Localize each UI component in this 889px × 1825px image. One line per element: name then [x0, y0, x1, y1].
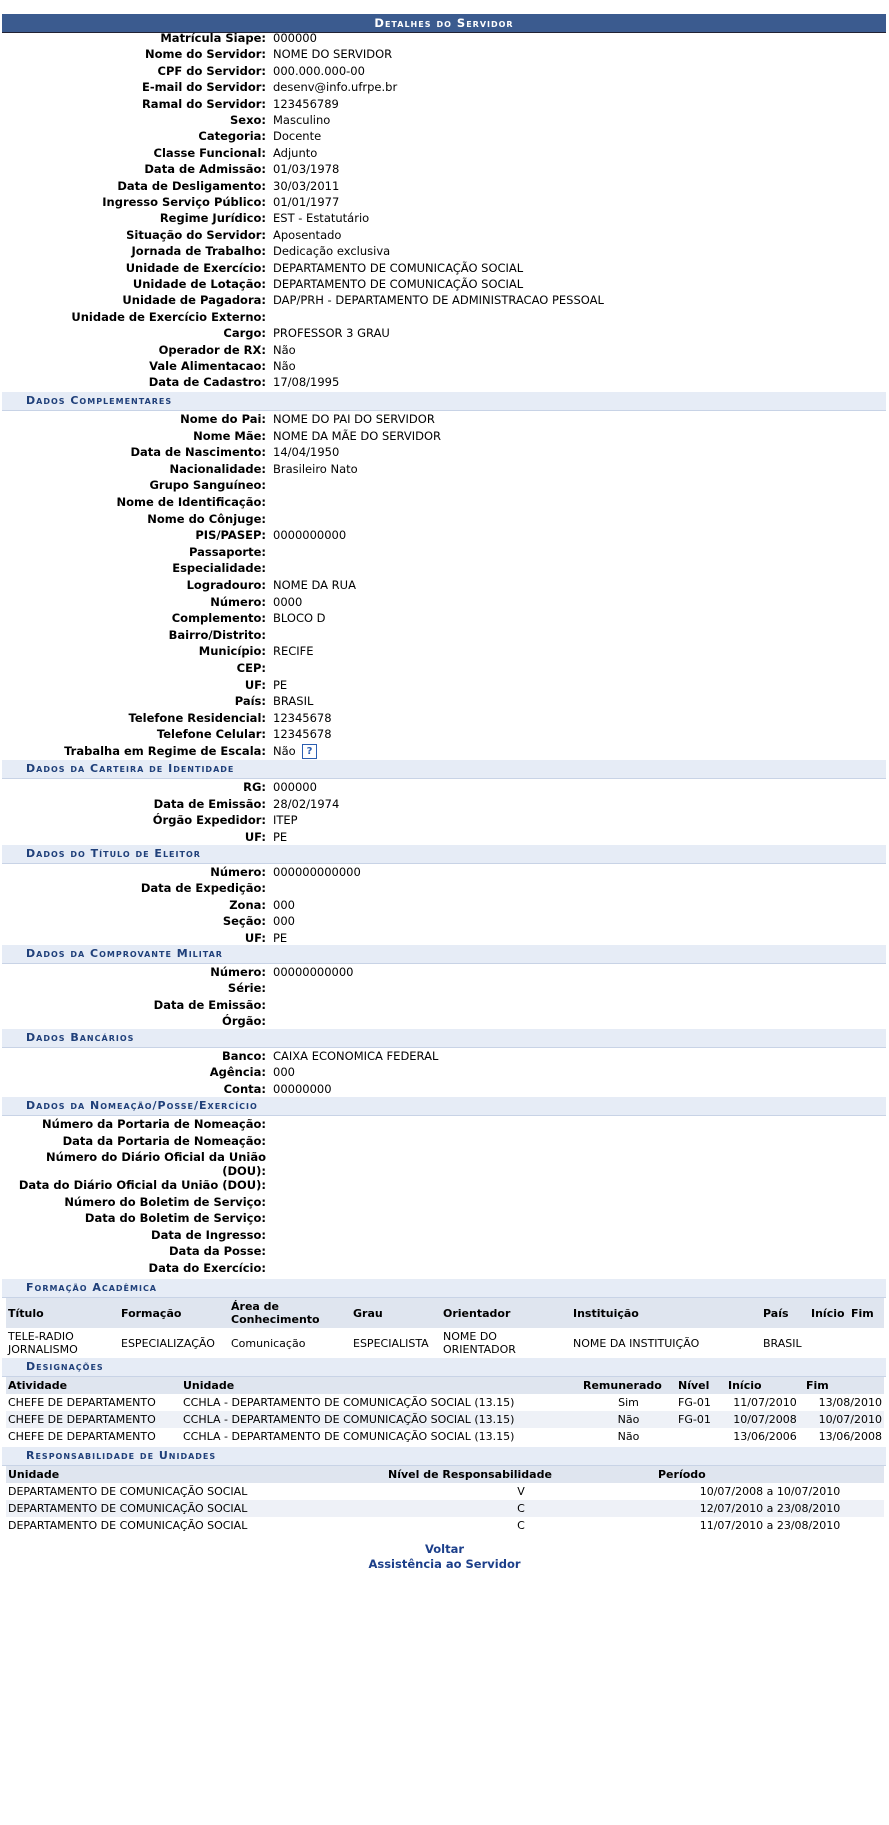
- field-label: Data de Emissão:: [153, 997, 266, 1012]
- table-cell: CHEFE DE DEPARTAMENTO: [6, 1428, 181, 1445]
- field-label: E-mail do Servidor:: [142, 80, 266, 95]
- field-label: Número do Diário Oficial da União (DOU):: [46, 1150, 266, 1178]
- field-label: UF:: [244, 930, 266, 945]
- field-label: Data do Exercício:: [148, 1260, 266, 1275]
- column-header: Nível de Responsabilidade: [386, 1466, 656, 1483]
- field-label: PIS/PASEP:: [195, 528, 266, 543]
- field-label: Cargo:: [223, 326, 266, 341]
- column-header: Grau: [351, 1298, 441, 1328]
- field-label: Número da Portaria de Nomeação:: [42, 1117, 266, 1131]
- field-row: [2, 912, 886, 928]
- field-row: [2, 476, 886, 493]
- field-row: [2, 609, 886, 626]
- field-row: [2, 1115, 886, 1132]
- field-row: [2, 510, 886, 527]
- section-titulo-eleitor: Dados do Título de Eleitor: [2, 845, 886, 864]
- field-value: PE: [273, 930, 288, 945]
- field-value: BRASIL: [273, 694, 314, 709]
- field-value: Docente: [273, 129, 322, 144]
- field-label: Telefone Celular:: [156, 727, 266, 742]
- field-label: Matrícula Siape:: [160, 31, 266, 45]
- field-row: [2, 410, 886, 427]
- field-label: Nome Mãe:: [193, 428, 266, 443]
- field-label: Regime Jurídico:: [159, 211, 266, 226]
- field-label: Data de Admissão:: [144, 162, 266, 177]
- field-row: [2, 1148, 886, 1176]
- field-row: [2, 111, 886, 127]
- field-row: [2, 778, 886, 795]
- column-header: País: [761, 1298, 809, 1328]
- field-label: Número:: [210, 594, 266, 609]
- field-row: [2, 811, 886, 828]
- panel-title: Detalhes do Servidor: [2, 14, 886, 33]
- field-label: Data de Cadastro:: [148, 375, 266, 390]
- field-label: Data da Portaria de Nomeação:: [62, 1133, 266, 1148]
- field-value: PE: [273, 677, 288, 692]
- table-cell: 10/07/2008: [726, 1411, 804, 1428]
- field-row: [2, 863, 886, 879]
- field-row: [2, 1012, 886, 1028]
- column-header: Área de Conhecimento: [229, 1298, 351, 1328]
- field-value: Masculino: [273, 113, 331, 127]
- field-label: Unidade de Pagadora:: [122, 293, 266, 308]
- column-header: Instituição: [571, 1298, 761, 1328]
- table-cell: CHEFE DE DEPARTAMENTO: [6, 1394, 181, 1411]
- field-row: [2, 593, 886, 610]
- table-cell: [676, 1428, 726, 1445]
- field-row: [2, 1242, 886, 1259]
- table-cell: BRASIL: [761, 1328, 809, 1358]
- table-cell: ESPECIALISTA: [351, 1328, 441, 1358]
- column-header: Nível: [676, 1377, 726, 1394]
- field-row: [2, 1226, 886, 1243]
- table-cell: Não: [581, 1428, 676, 1445]
- field-row: [2, 127, 886, 143]
- field-label: Nome de Identificação:: [116, 495, 266, 509]
- table-cell: DEPARTAMENTO DE COMUNICAÇÃO SOCIAL: [6, 1500, 386, 1517]
- field-row: [2, 1047, 886, 1063]
- field-row: [2, 226, 886, 242]
- field-row: [2, 692, 886, 709]
- table-row: [6, 1483, 884, 1500]
- field-row: [2, 559, 886, 576]
- field-label: Número do Boletim de Serviço:: [64, 1194, 266, 1209]
- field-label: RG:: [243, 780, 266, 794]
- field-row: [2, 144, 886, 160]
- table-cell: DEPARTAMENTO DE COMUNICAÇÃO SOCIAL: [6, 1517, 386, 1534]
- field-value: 000: [273, 914, 295, 929]
- field-row: [2, 828, 886, 845]
- table-cell: FG-01: [676, 1394, 726, 1411]
- formacao-table: [6, 1298, 884, 1358]
- field-value: 12345678: [273, 710, 332, 725]
- field-label: Data de Nascimento:: [130, 445, 266, 460]
- field-label: Órgão Expedidor:: [152, 813, 266, 827]
- field-row: [2, 526, 886, 543]
- field-row: [2, 29, 886, 45]
- field-label: Conta:: [223, 1081, 266, 1096]
- field-row: [2, 95, 886, 111]
- field-label: Data do Boletim de Serviço:: [84, 1211, 266, 1225]
- designacoes-table: [6, 1377, 884, 1445]
- field-value: 000: [273, 1065, 295, 1080]
- field-value: NOME DA MÃE DO SERVIDOR: [273, 428, 442, 443]
- field-label: Situação do Servidor:: [126, 227, 266, 242]
- column-header: Título: [6, 1298, 119, 1328]
- field-label: Categoria:: [198, 129, 266, 144]
- field-row: [2, 626, 886, 643]
- field-label: Nome do Servidor:: [144, 47, 266, 62]
- table-cell: Não: [581, 1411, 676, 1428]
- section-responsabilidade: Responsabilidade de Unidades: [2, 1447, 886, 1466]
- field-value: 12345678: [273, 727, 332, 742]
- field-row: [2, 979, 886, 995]
- field-label: Grupo Sanguíneo:: [149, 478, 266, 493]
- field-row: [2, 996, 886, 1012]
- column-header: Unidade: [6, 1466, 386, 1483]
- field-value: EST - Estatutário: [273, 211, 370, 226]
- field-row: [2, 78, 886, 94]
- field-label: Órgão:: [222, 1014, 266, 1029]
- field-label: Jornada de Trabalho:: [131, 244, 266, 259]
- field-row: [2, 1063, 886, 1079]
- field-row: [2, 357, 886, 373]
- field-label: Número:: [210, 965, 266, 979]
- field-row: [2, 209, 886, 225]
- field-row: [2, 242, 886, 258]
- field-value: PE: [273, 829, 288, 844]
- field-value: 123456789: [273, 96, 339, 111]
- field-value: DAP/PRH - DEPARTAMENTO DE ADMINISTRACAO PESSOAL: [273, 293, 604, 308]
- field-label: Data de Desligamento:: [117, 178, 266, 193]
- field-value: 00000000000: [273, 965, 354, 979]
- table-cell: 13/06/2006: [726, 1428, 804, 1445]
- column-header: Remunerado: [581, 1377, 676, 1394]
- field-label: Nome do Cônjuge:: [147, 511, 266, 526]
- field-value: Não: [273, 744, 296, 758]
- field-label: Data da Posse:: [169, 1244, 266, 1258]
- voltar-link[interactable]: Voltar: [424, 1542, 465, 1556]
- field-value: PROFESSOR 3 GRAU: [273, 326, 390, 341]
- field-value: 000000: [273, 780, 317, 794]
- field-row: [2, 45, 886, 61]
- field-value: 14/04/1950: [273, 445, 340, 460]
- field-row: [2, 324, 886, 340]
- field-row: [2, 709, 886, 726]
- field-value: 01/01/1977: [273, 195, 340, 209]
- field-row: [2, 1209, 886, 1226]
- field-label: Classe Funcional:: [153, 145, 266, 160]
- field-row: [2, 275, 886, 291]
- responsabilidade-table: [6, 1466, 884, 1534]
- field-value: 000000000000: [273, 865, 361, 879]
- table-row: [6, 1500, 884, 1517]
- field-label: CPF do Servidor:: [157, 63, 266, 78]
- field-label: UF:: [244, 677, 266, 692]
- field-value: NOME DO SERVIDOR: [273, 47, 393, 62]
- field-label: Especialidade:: [172, 561, 266, 576]
- table-cell: [809, 1328, 849, 1358]
- field-row: [2, 62, 886, 78]
- field-value: NOME DO PAI DO SERVIDOR: [273, 412, 435, 426]
- table-cell: CCHLA - DEPARTAMENTO DE COMUNICAÇÃO SOCIAL (13.15): [181, 1428, 581, 1445]
- table-row: [6, 1517, 884, 1534]
- table-cell: V: [386, 1483, 656, 1500]
- table-cell: 10/07/2010: [804, 1411, 884, 1428]
- section-nomeacao: Dados da Nomeação/Posse/Exercício: [2, 1097, 886, 1116]
- table-cell: C: [386, 1500, 656, 1517]
- field-row: [2, 929, 886, 945]
- column-header: Orientador: [441, 1298, 571, 1328]
- field-row: [2, 725, 886, 742]
- table-cell: Comunicação: [229, 1328, 351, 1358]
- section-designacoes: Designações: [2, 1358, 886, 1377]
- field-row: [2, 742, 886, 759]
- field-label: Data de Expedição:: [140, 881, 266, 896]
- field-label: Complemento:: [171, 611, 266, 626]
- field-label: Unidade de Exercício Externo:: [71, 309, 266, 324]
- table-cell: 13/06/2008: [804, 1428, 884, 1445]
- field-label: Logradouro:: [186, 578, 266, 592]
- column-header: Atividade: [6, 1377, 181, 1394]
- field-label: Nome do Pai:: [180, 412, 266, 426]
- field-value: 17/08/1995: [273, 375, 340, 390]
- field-value: RECIFE: [273, 644, 314, 659]
- column-header: Formação: [119, 1298, 229, 1328]
- field-row: [2, 259, 886, 275]
- field-label: CEP:: [236, 661, 266, 675]
- field-label: Série:: [227, 981, 266, 996]
- table-cell: FG-01: [676, 1411, 726, 1428]
- field-row: [2, 576, 886, 593]
- field-row: [2, 160, 886, 176]
- field-row: [2, 308, 886, 324]
- field-row: [2, 896, 886, 912]
- field-label: Telefone Residencial:: [128, 710, 266, 725]
- table-row: [6, 1394, 884, 1411]
- field-row: [2, 1193, 886, 1210]
- table-cell: TELE-RADIO JORNALISMO: [6, 1328, 119, 1358]
- table-cell: DEPARTAMENTO DE COMUNICAÇÃO SOCIAL: [6, 1483, 386, 1500]
- field-value: 0000: [273, 594, 303, 609]
- section-comprovante-militar: Dados da Comprovante Militar: [2, 945, 886, 964]
- field-value: 0000000000: [273, 528, 347, 543]
- field-row: [2, 1132, 886, 1149]
- field-label: Trabalha em Regime de Escala:: [64, 744, 266, 758]
- table-cell: Sim: [581, 1394, 676, 1411]
- field-value: NOME DA RUA: [273, 578, 356, 592]
- field-label: Sexo:: [230, 113, 266, 127]
- field-label: Número:: [210, 865, 266, 879]
- field-label: Data do Diário Oficial da União (DOU):: [18, 1178, 266, 1192]
- field-row: [2, 291, 886, 307]
- field-value: BLOCO D: [273, 611, 326, 626]
- table-cell: NOME DA INSTITUIÇÃO: [571, 1328, 761, 1358]
- field-label: Banco:: [221, 1049, 266, 1063]
- field-label: Bairro/Distrito:: [168, 627, 266, 642]
- field-value: CAIXA ECONOMICA FEDERAL: [273, 1049, 439, 1063]
- field-value: 30/03/2011: [273, 178, 340, 193]
- column-header: Fim: [804, 1377, 884, 1394]
- field-value: Dedicação exclusiva: [273, 244, 391, 259]
- field-row: [2, 1176, 886, 1193]
- field-value: Aposentado: [273, 227, 342, 242]
- field-label: Passaporte:: [188, 544, 266, 559]
- field-row: [2, 193, 886, 209]
- table-cell: C: [386, 1517, 656, 1534]
- table-row: [6, 1411, 884, 1428]
- field-value: DEPARTAMENTO DE COMUNICAÇÃO SOCIAL: [273, 277, 524, 291]
- field-label: Unidade de Exercício:: [125, 260, 266, 275]
- field-value: desenv@info.ufrpe.br: [273, 80, 398, 95]
- field-value: 000000: [273, 31, 317, 45]
- field-row: [2, 879, 886, 895]
- section-dados-complementares: Dados Complementares: [2, 392, 886, 411]
- table-cell: 10/07/2008 a 10/07/2010: [656, 1483, 884, 1500]
- field-label: Data de Emissão:: [153, 796, 266, 811]
- field-row: [2, 373, 886, 389]
- table-cell: 11/07/2010: [726, 1394, 804, 1411]
- column-header: Fim: [849, 1298, 884, 1328]
- table-cell: CCHLA - DEPARTAMENTO DE COMUNICAÇÃO SOCIAL (13.15): [181, 1411, 581, 1428]
- field-label: Data de Ingresso:: [151, 1227, 266, 1242]
- field-row: [2, 460, 886, 477]
- field-row: [2, 676, 886, 693]
- column-header: Unidade: [181, 1377, 581, 1394]
- field-row: [2, 543, 886, 560]
- table-cell: CHEFE DE DEPARTAMENTO: [6, 1411, 181, 1428]
- footer-links: [0, 1542, 889, 1572]
- field-value: 28/02/1974: [273, 796, 340, 811]
- column-header: Início: [809, 1298, 849, 1328]
- field-value: 000: [273, 897, 295, 912]
- field-value: Não: [273, 359, 296, 373]
- field-row: [2, 1259, 886, 1276]
- field-row: [2, 443, 886, 460]
- section-dados-bancarios: Dados Bancários: [2, 1029, 886, 1048]
- field-row: [2, 642, 886, 659]
- table-row: [6, 1428, 884, 1445]
- field-label: Seção:: [222, 914, 266, 929]
- table-cell: CCHLA - DEPARTAMENTO DE COMUNICAÇÃO SOCIAL (13.15): [181, 1394, 581, 1411]
- table-cell: 13/08/2010: [804, 1394, 884, 1411]
- field-value: Não: [273, 342, 296, 357]
- field-row: [2, 1080, 886, 1096]
- field-label: Agência:: [209, 1065, 266, 1080]
- help-icon[interactable]: ?: [302, 744, 317, 759]
- table-row: [6, 1328, 884, 1358]
- field-value: DEPARTAMENTO DE COMUNICAÇÃO SOCIAL: [273, 260, 524, 275]
- field-label: UF:: [244, 829, 266, 844]
- field-value: 00000000: [273, 1081, 332, 1096]
- field-row: [2, 963, 886, 979]
- column-header: Início: [726, 1377, 804, 1394]
- field-label: Ingresso Serviço Público:: [102, 195, 266, 209]
- field-value: ITEP: [273, 813, 298, 827]
- field-value: Brasileiro Nato: [273, 461, 358, 476]
- assistencia-servidor-link[interactable]: Assistência ao Servidor: [368, 1557, 521, 1571]
- field-label: Nacionalidade:: [169, 461, 266, 476]
- field-label: Zona:: [229, 897, 266, 912]
- column-header: Período: [656, 1466, 884, 1483]
- table-cell: [849, 1328, 884, 1358]
- field-label: País:: [234, 694, 266, 709]
- field-label: Ramal do Servidor:: [141, 96, 266, 111]
- section-identidade: Dados da Carteira de Identidade: [2, 760, 886, 779]
- field-label: Unidade de Lotação:: [132, 277, 266, 291]
- field-value: 000.000.000-00: [273, 63, 365, 78]
- field-value: Adjunto: [273, 145, 318, 160]
- field-row: [2, 427, 886, 444]
- field-row: [2, 493, 886, 510]
- table-cell: NOME DO ORIENTADOR: [441, 1328, 571, 1358]
- section-formacao-academica: Formação Acadêmica: [2, 1279, 886, 1298]
- field-row: [2, 341, 886, 357]
- field-row: [2, 177, 886, 193]
- field-value: 01/03/1978: [273, 162, 340, 177]
- table-cell: ESPECIALIZAÇÃO: [119, 1328, 229, 1358]
- field-row: [2, 795, 886, 812]
- field-row: [2, 659, 886, 676]
- table-cell: 12/07/2010 a 23/08/2010: [656, 1500, 884, 1517]
- table-cell: 11/07/2010 a 23/08/2010: [656, 1517, 884, 1534]
- field-label: Município:: [198, 644, 266, 659]
- field-label: Vale Alimentacao:: [149, 359, 266, 373]
- field-label: Operador de RX:: [158, 342, 266, 357]
